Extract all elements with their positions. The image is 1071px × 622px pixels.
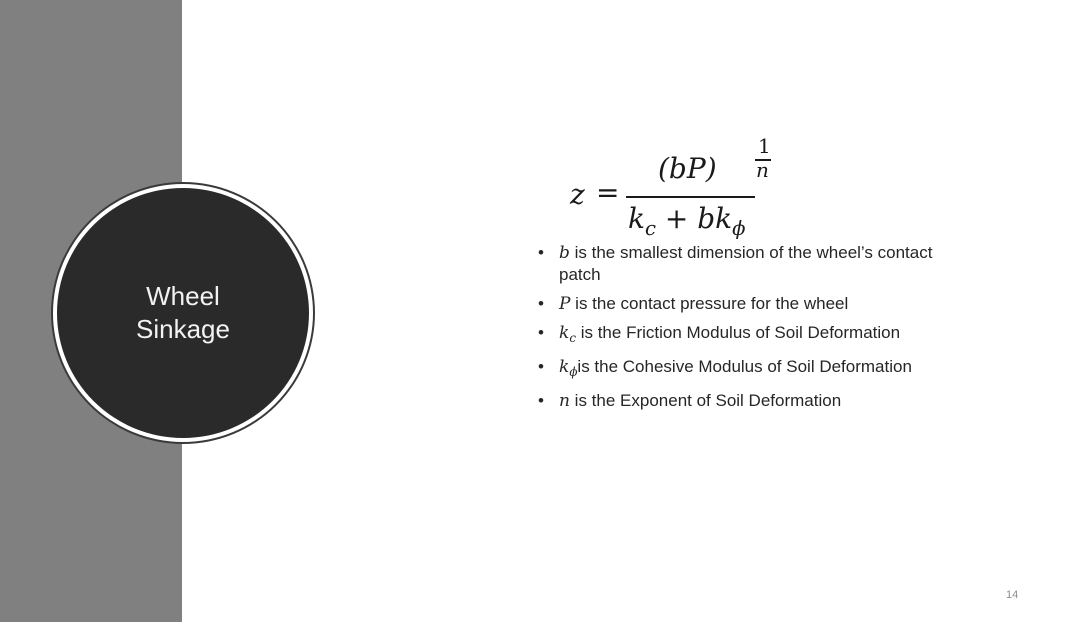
bullet-symbol-sub: c: [569, 331, 576, 346]
bullet-symbol: n: [559, 391, 570, 412]
slide-title-line-1: Wheel: [146, 281, 220, 311]
bullet-text: is the Cohesive Modulus of Soil Deformation: [577, 357, 912, 377]
bullet-text: is the Friction Modulus of Soil Deformation: [575, 323, 901, 342]
formula-fraction-bar: [626, 196, 755, 198]
list-item: [538, 242, 958, 286]
list-item: [538, 390, 958, 412]
formula-denominator-phi-sub: ϕ: [732, 216, 746, 240]
slide-title-line-2: Sinkage: [136, 314, 230, 344]
slide-title: [57, 188, 309, 438]
bullet-symbol: k: [559, 323, 570, 343]
formula-denominator: [628, 202, 745, 240]
bullet-text: is the contact pressure for the wheel: [570, 294, 849, 313]
formula-exponent-denominator: n: [756, 158, 769, 182]
formula-equals: =: [596, 176, 620, 209]
list-item: [538, 293, 958, 315]
bullet-text: is the smallest dimension of the wheel’s contact patch: [559, 243, 933, 284]
list-item: [538, 356, 958, 383]
bullet-symbol-sub: ϕ: [569, 365, 578, 380]
bullet-symbol: k: [559, 357, 570, 378]
formula-denominator-k: k: [628, 202, 645, 235]
definition-list: [538, 242, 958, 419]
bullet-symbol: b: [559, 243, 570, 263]
formula-denominator-c-sub: c: [644, 216, 656, 240]
page-number: 14: [1006, 589, 1019, 601]
bullet-symbol: P: [559, 294, 571, 314]
formula-exponent-numerator: 1: [758, 134, 771, 158]
formula-lhs: z: [570, 178, 585, 211]
list-item: [538, 322, 958, 349]
formula-denominator-plus-bk: + bk: [655, 202, 733, 235]
bullet-text: is the Exponent of Soil Deformation: [569, 391, 842, 411]
sinkage-formula: [560, 130, 800, 240]
formula-numerator: (bP): [658, 152, 717, 185]
